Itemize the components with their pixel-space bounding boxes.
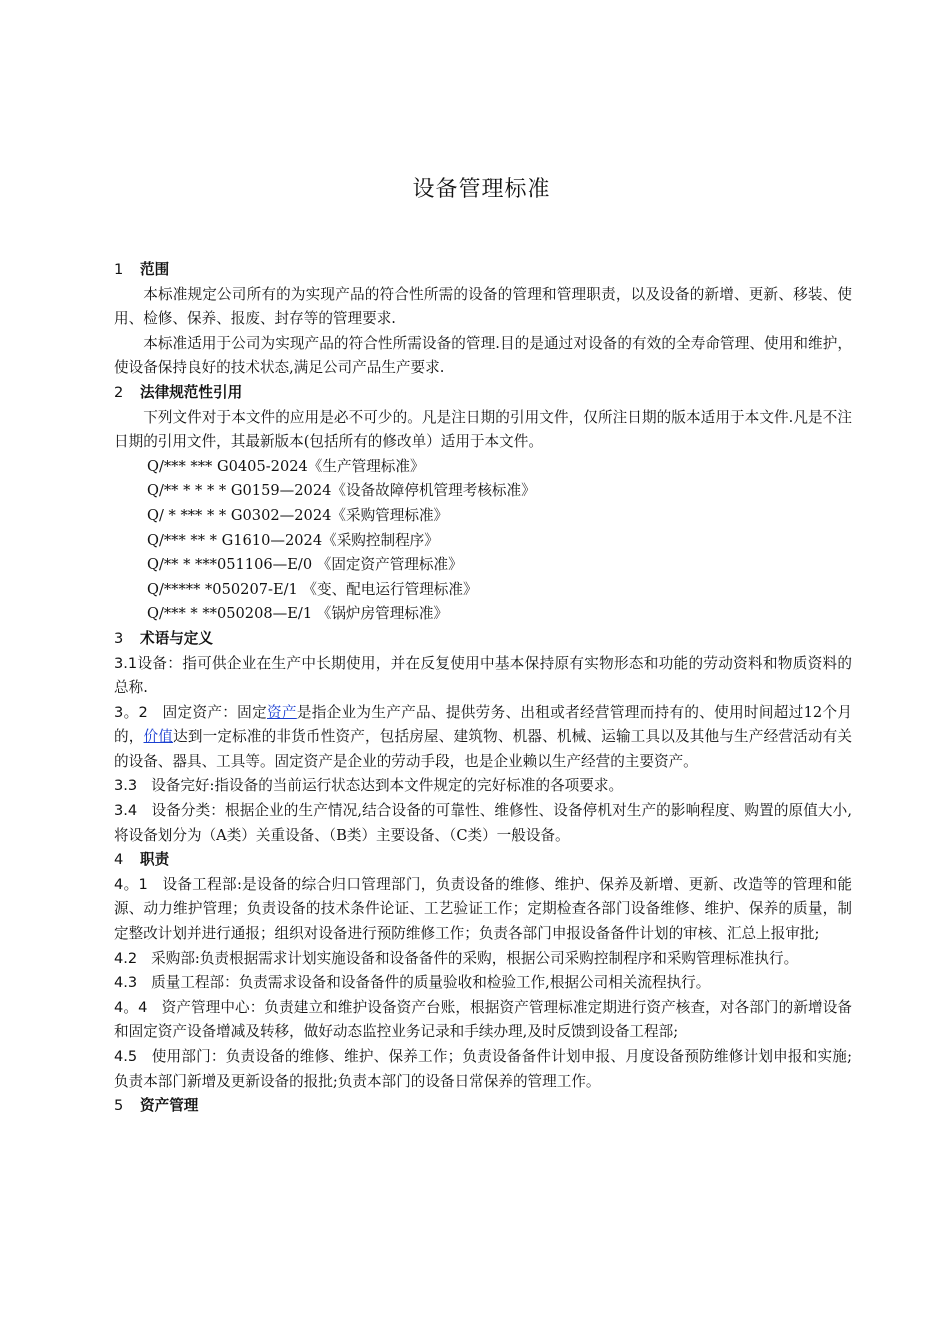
definition-item [114,652,852,701]
section-2-heading [114,381,852,406]
item-text: 资产管理中心：负责建立和维护设备资产台账，根据资产管理标准定期进行资产核查，对各部门的新增设备和固定资产设备增减及转移，做好动态监控业务记录和手续办理,及时反馈到设备工程部; [114,998,852,1041]
item-number: 4.5 [114,1048,138,1065]
item-number: 3.3 [114,777,138,795]
duty-item [114,947,852,972]
duty-item [114,1045,852,1094]
reference-item: Q/*** * **050208—E/1 《锅炉房管理标准》 [147,605,449,623]
item-number: 4.3 [114,974,138,992]
paragraph: 下列文件对于本文件的应用是必不可少的。凡是注日期的引用文件，仅所注日期的版本适用于本文件.凡是不注日期的引用文件，其最新版本(包括所有的修改单）适用于本文件。 [114,408,852,451]
item-text: 采购部:负责根据需求计划实施设备和设备备件的采购，根据公司采购控制程序和采购管理标准执行。 [151,949,799,967]
duty-item [114,971,852,996]
reference-item: Q/** * ***051106—E/0 《固定资产管理标准》 [147,556,463,574]
section-number: 2 [114,383,124,401]
section-number: 4 [114,851,124,869]
definition-item [114,799,852,848]
item-text: 固定资产：固定 [162,703,267,721]
section-title: 术语与定义 [140,629,213,647]
item-number: 4.2 [114,949,138,967]
definition-item [114,774,852,799]
item-text: 设备分类：根据企业的生产情况,结合设备的可靠性、维修性、设备停机对生产的影响程度、购置的原值大小,将设备划分为（A类）关重设备、（B类）主要设备、（C类）一般设备。 [114,802,852,844]
duty-item [114,873,852,947]
section-4-heading [114,848,852,873]
section-number: 1 [114,261,124,278]
duty-item [114,996,852,1045]
item-text: 使用部门：负责设备的维修、维护、保养工作；负责设备备件计划申报、月度设备预防维修计划申报和实施;负责本部门新增及更新设备的报批;负责本部门的设备日常保养的管理工作。 [114,1048,853,1090]
reference-item: Q/***** *050207-E/1 《变、配电运行管理标准》 [147,580,478,598]
item-number: 4。1 [114,875,148,893]
section-1-heading [114,258,852,283]
definition-item [114,701,852,775]
item-text: 设备：指可供企业在生产中长期使用，并在反复使用中基本保持原有实物形态和功能的劳动资料和物质资料的总称. [114,654,852,697]
section-number: 5 [114,1097,124,1115]
item-number: 3。2 [114,703,148,721]
section-number: 3 [114,629,124,647]
item-text: 达到一定标准的非货币性资产，包括房屋、建筑物、机器、机械、运输工具以及其他与生产经营活动有关的设备、器具、工具等。固定资产是企业的劳动手段，也是企业赖以生产经营的主要资产。 [114,728,852,770]
section-title: 范围 [140,261,170,278]
document-body [114,258,852,1119]
section-5-heading [114,1094,852,1119]
item-number: 4。4 [114,998,148,1016]
item-number: 3.1 [114,654,138,672]
paragraph: 本标准规定公司所有的为实现产品的符合性所需的设备的管理和管理职责，以及设备的新增、更新、移装、使用、检修、保养、报废、封存等的管理要求. [114,285,852,328]
document-title: 设备管理标准 [412,177,551,202]
asset-link[interactable]: 资产 [267,703,297,721]
value-link[interactable]: 价值 [143,728,174,746]
reference-item: Q/*** *** G0405-2024《生产管理标准》 [147,457,425,475]
item-text: 设备工程部:是设备的综合归口管理部门，负责设备的维修、维护、保养及新增、更新、改造等的管理和能源、动力维护管理；负责设备的技术条件论证、工艺验证工作；定期检查各部门设备维修、维护、保养的质量，制定整改计划并进行通报；组织对设备进行预防维修工作；负责各部门申报设备备件计划的审核、汇总上报审批; [114,875,852,943]
section-title: 资产管理 [140,1097,199,1115]
section-title: 职责 [140,851,170,869]
paragraph: 本标准适用于公司为实现产品的符合性所需设备的管理.目的是通过对设备的有效的全寿命管理、使用和维护，使设备保持良好的技术状态,满足公司产品生产要求. [114,334,852,377]
section-title: 法律规范性引用 [140,383,243,401]
reference-item: Q/ * *** * * G0302—2024《采购管理标准》 [147,506,449,524]
item-text: 是指企业为生产产品、提供劳务、出租或者经营管理而持有的、使用时间超过12个月的， [114,703,852,746]
item-number: 3.4 [114,802,138,820]
section-3-heading [114,627,852,652]
reference-item: Q/** * * * * G0159—2024《设备故障停机管理考核标准》 [147,482,536,500]
reference-item: Q/*** ** * G1610—2024《采购控制程序》 [147,531,439,549]
item-text: 质量工程部：负责需求设备和设备备件的质量验收和检验工作,根据公司相关流程执行。 [151,974,711,992]
item-text: 设备完好:指设备的当前运行状态达到本文件规定的完好标准的各项要求。 [151,777,624,795]
